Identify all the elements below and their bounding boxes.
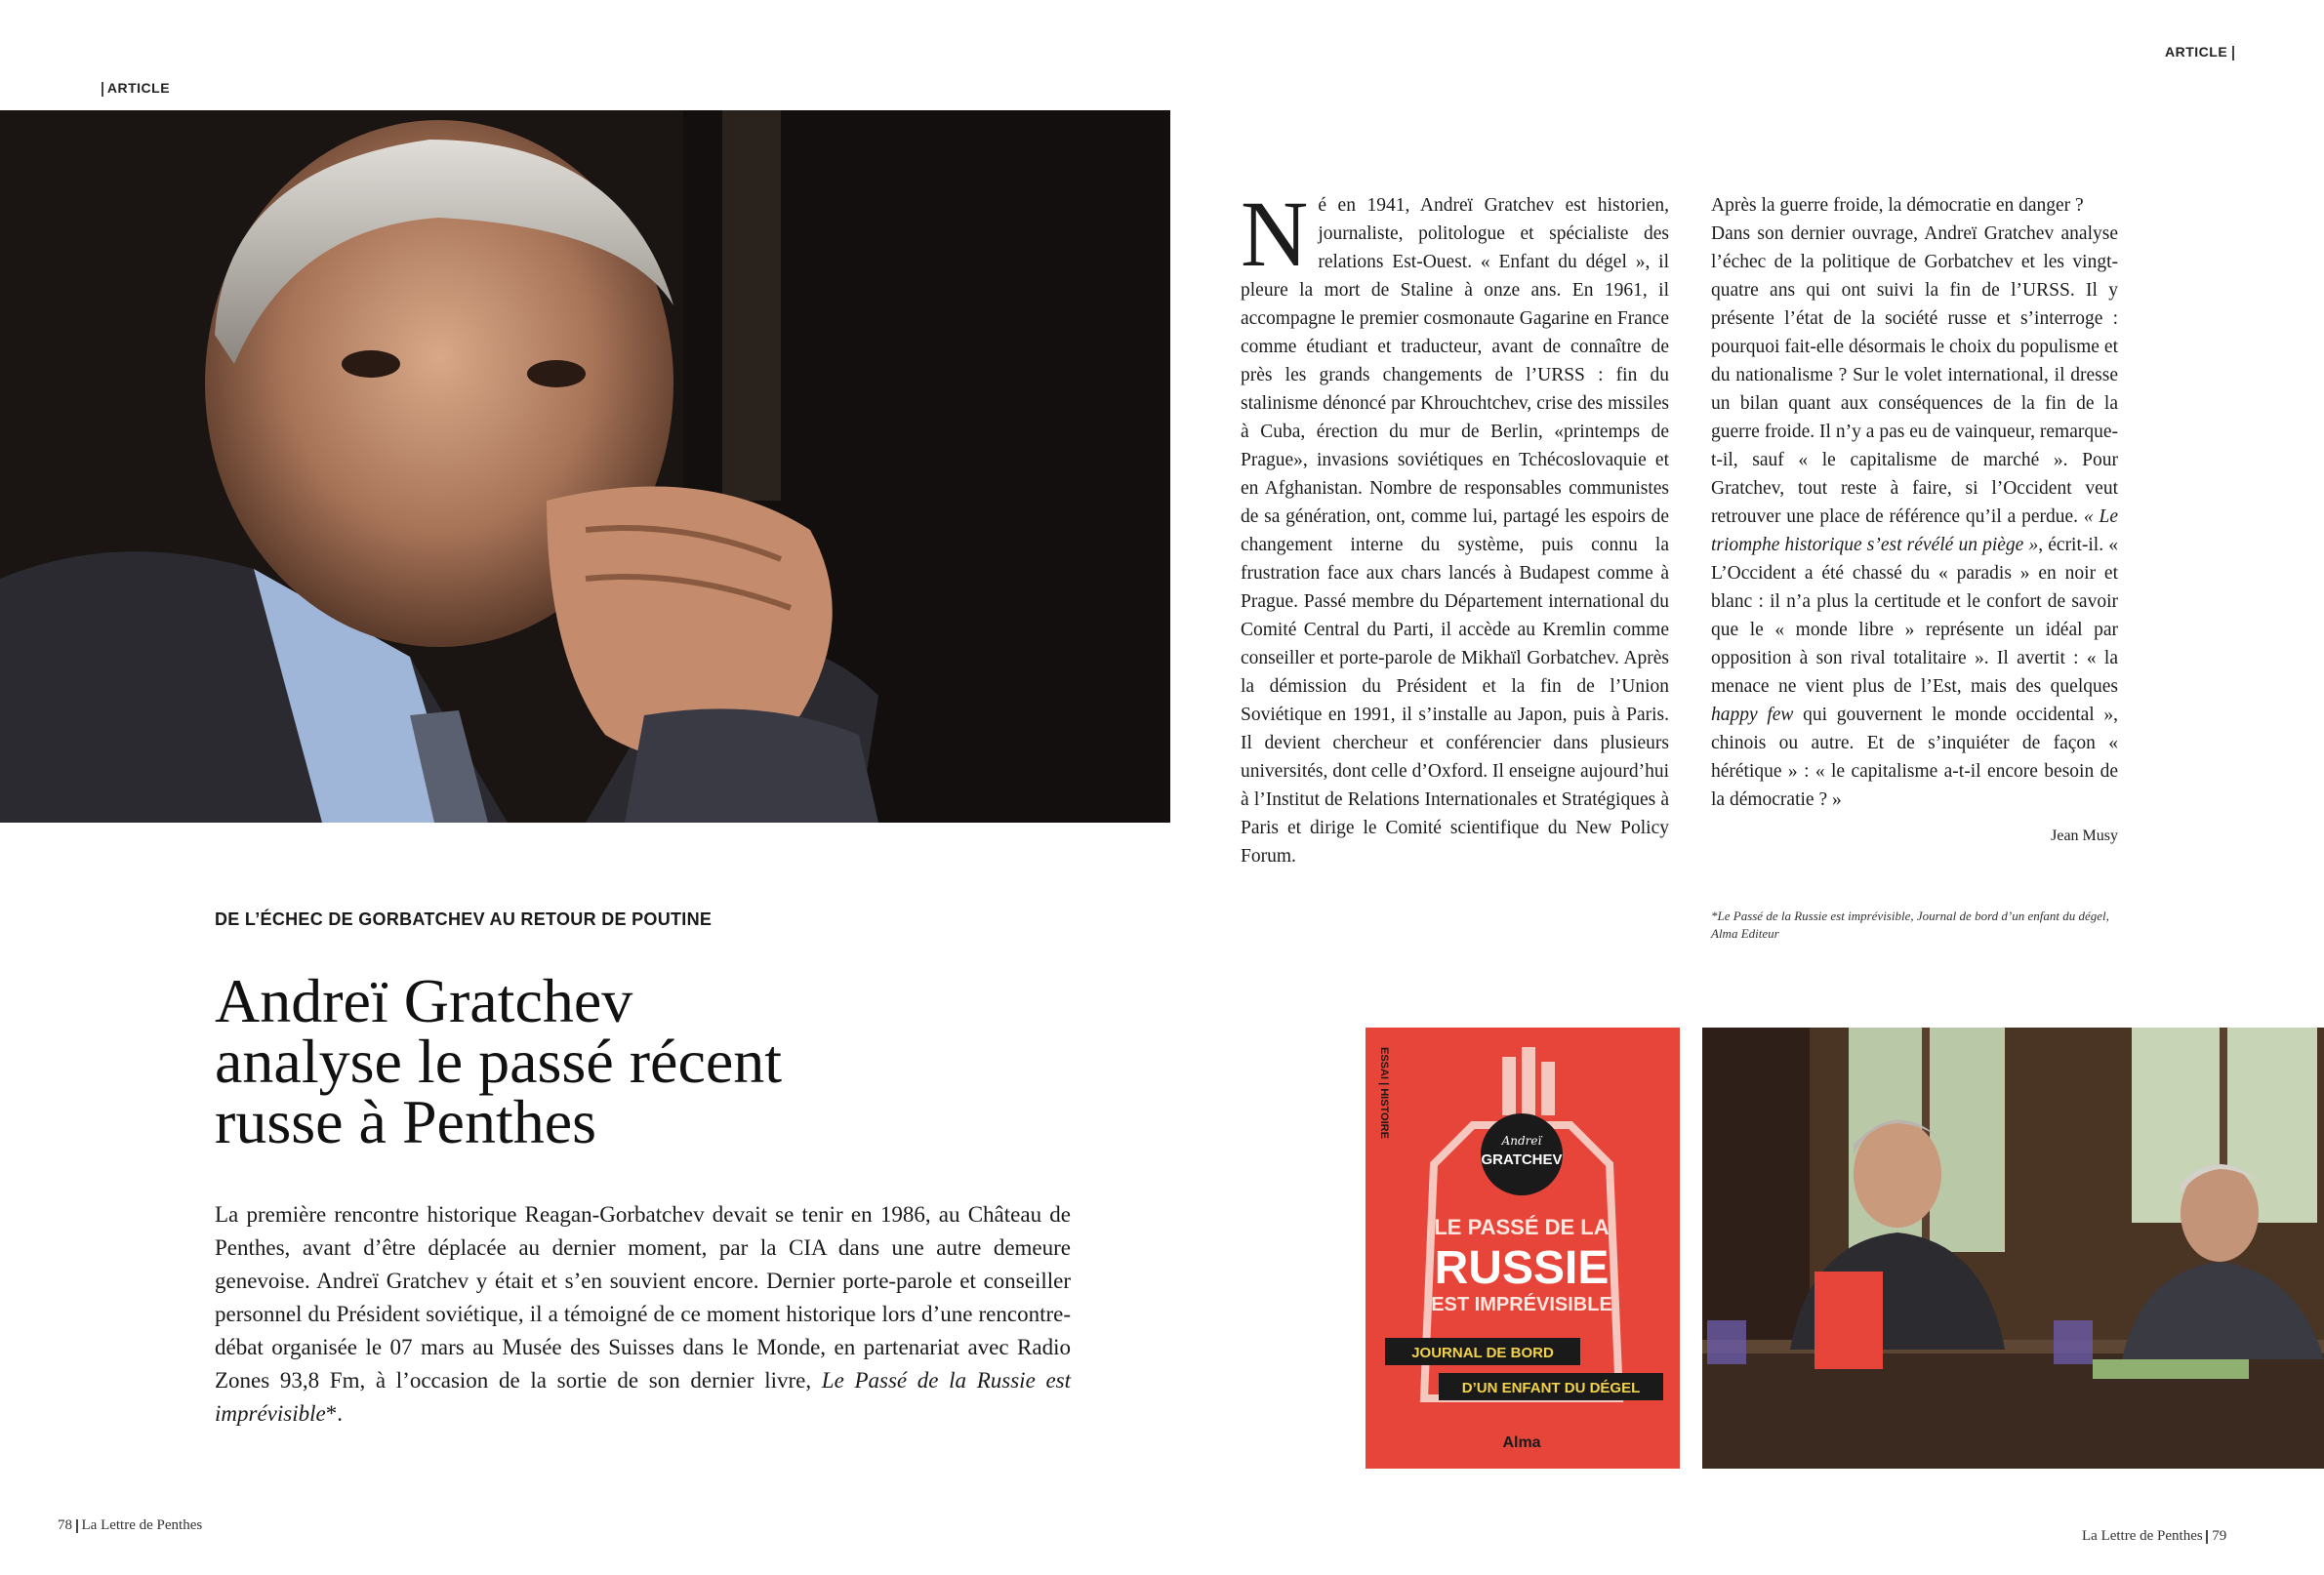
book-author-first: Andreï	[1501, 1134, 1542, 1148]
book-cover-art	[1366, 1028, 1680, 1469]
text-run: qui gouvernent le monde occidental », chinois ou autre. Et de s’inquiéter de façon « hérétique » : « le capitalisme a-t-il encore besoin de la démocratie ? »	[1711, 705, 2118, 810]
column-2-paragraph	[1711, 220, 2118, 814]
page-number: 79	[2212, 1528, 2227, 1544]
section-label-text: ARTICLE	[106, 80, 171, 96]
headline-line: russe à Penthes	[215, 1087, 597, 1156]
divider-bar	[2206, 1530, 2208, 1544]
section-label-text: ARTICLE	[2165, 44, 2228, 60]
book-subtitle-line-2: D’UN ENFANT DU DÉGEL	[1461, 1380, 1641, 1396]
book-title-line-3: EST IMPRÉVISIBLE	[1431, 1294, 1612, 1315]
italic-phrase: happy few	[1711, 705, 1794, 725]
lead-text: La première rencontre historique Reagan-Gorbatchev devait se tenir en 1986, au Château de Penthes, avant d’être déplacée au dernier moment, par la CIA dans une autre demeure genevoise. Andreï Gratchev y était et s’en souvient encore. Dernier porte-parole et conseiller personnel du Président soviétique, il a témoigné de ce moment historique lors d’une rencontre-débat organisée le 07 mars au Musée des Suisses dans le Monde, en partenariat avec Radio Zones 93,8 Fm, à l’occasion de la sortie de son dernier livre,	[215, 1202, 1071, 1393]
column-2-subheading: Après la guerre froide, la démocratie en danger ?	[1711, 195, 2084, 216]
book-title: Le Passé de la Russie est imprévisible	[215, 1368, 1072, 1426]
drop-cap: N	[1241, 182, 1309, 286]
book-title-line-1: LE PASSÉ DE LA	[1434, 1215, 1610, 1239]
divider-bar	[102, 82, 103, 97]
event-photo	[1702, 1028, 2324, 1469]
book-cover	[1366, 1028, 1680, 1469]
footnote-line: *Le Passé de la Russie est imprévisible, Journal de bord d’un enfant du dégel,	[1711, 909, 2109, 923]
spine-text: ESSAI | HISTOIRE	[1378, 1047, 1390, 1139]
portrait-photo	[0, 110, 1170, 823]
section-label-left	[102, 80, 170, 97]
kicker: DE L’ÉCHEC DE GORBATCHEV AU RETOUR DE POUTINE	[215, 909, 713, 929]
publication-name: La Lettre de Penthes	[2082, 1528, 2203, 1544]
italic-quote: « Le triomphe historique s’est révélé un piège »	[1711, 506, 2118, 555]
text-run: , écrit-il. « L’Occident a été chassé du « paradis » en noir et blanc : il n’a plus la certitude et le confort de savoir que le « monde libre » représente un idéal par opposition à son rival totalitaire ». Il avertit : « la menace ne vient plus de l’Est, mais des quelques	[1711, 535, 2118, 697]
divider-bar	[76, 1519, 78, 1533]
column-1-text: é en 1941, Andreï Gratchev est historien, journaliste, politologue et spécialiste des relations Est-Ouest. « Enfant du dégel », il pleure la mort de Staline à onze ans. En 1961, il accompagne le premier cosmonaute Gagarine en France comme étudiant et traducteur, avant de connaître de près les grands changements de l’URSS : fin du stalinisme dénoncé par Khrouchtchev, crise des missiles à Cuba, érection du mur de Berlin, «printemps de Prague», invasions soviétiques en Tchécoslovaquie et en Afghanistan. Nombre de responsables communistes de sa génération, ont, comme lui, partagé les espoirs de changement interne du système, puis connu la frustration face aux chars lancés à Budapest comme à Prague. Passé membre du Département international du Comité Central du Parti, il accède au Kremlin comme conseiller et porte-parole de Mikhaïl Gorbatchev. Après la démission du Président et la fin de l’Union Soviétique en 1991, il s’installe au Japon, puis à Paris. Il devient chercheur et conférencier dans plusieurs universités, dont celle d’Oxford. Il enseigne aujourd’hui à l’Institut de Relations Internationales et Stratégiques à Paris et dirige le Comité scientifique du New Policy Forum.	[1241, 195, 1669, 867]
headline	[215, 966, 1191, 1156]
footnote-line: Alma Editeur	[1711, 926, 1779, 941]
page-number: 78	[58, 1517, 72, 1533]
footnote-marker: *.	[325, 1401, 343, 1426]
event-photo-illustration	[1702, 1028, 2324, 1469]
footer-right	[2082, 1528, 2226, 1545]
section-label-right	[2165, 44, 2234, 61]
headline-line: Andreï Gratchev	[215, 966, 633, 1035]
article-column-1	[1241, 182, 1669, 870]
footer-left	[58, 1517, 202, 1534]
footnote	[1711, 908, 2141, 943]
publication-name: La Lettre de Penthes	[81, 1517, 203, 1533]
divider-bar	[2232, 46, 2234, 61]
lead-paragraph	[215, 1198, 1071, 1431]
portrait-illustration	[0, 110, 1170, 823]
book-publisher: Alma	[1502, 1434, 1541, 1451]
book-title-line-2: RUSSIE	[1434, 1242, 1610, 1294]
author-signature: Jean Musy	[2051, 828, 2118, 844]
article-column-2	[1711, 191, 2118, 850]
book-subtitle-line-1: JOURNAL DE BORD	[1411, 1345, 1554, 1361]
text-run: Dans son dernier ouvrage, Andreï Gratchev analyse l’échec de la politique de Gorbatchev et les vingt-quatre ans qui ont suivi la fin de l’URSS. Il y présente l’état de la société russe et s’interroge : pourquoi fait-elle désormais le choix du populisme et du nationalisme ? Sur le volet international, il dresse un bilan quant aux conséquences de la fin de la guerre froide. Il n’y a pas eu de vainqueur, remarque-t-il, sauf « le capitalisme de marché ». Pour Gratchev, tout reste à faire, si l’Occident veut retrouver une place de référence qu’il a perdue.	[1711, 223, 2118, 527]
headline-line: analyse le passé récent	[215, 1027, 783, 1096]
book-author-last: GRATCHEV	[1481, 1151, 1563, 1168]
